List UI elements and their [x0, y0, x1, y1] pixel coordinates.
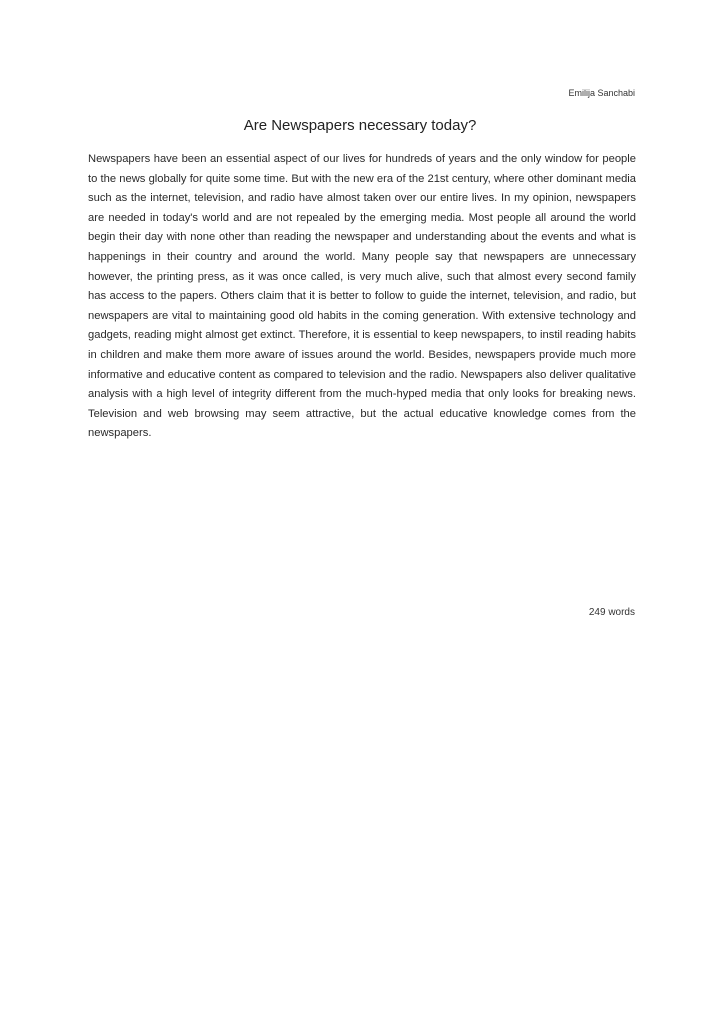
word-count: 249 words — [588, 607, 635, 618]
document-title: Are Newspapers necessary today? — [243, 117, 477, 134]
body-paragraph: Newspapers have been an essential aspect of our lives for hundreds of years and the only window for people to the news globally for quite some time. But with the new era of the 21st century, where other dominant media such as the internet, television, and radio have almost taken over our entire lives. In my opinion, newspapers are needed in today's world and are not repealed by the emerging media. Most people all around the world begin their day with none other than reading the newspaper and understanding about the events and what is happenings in their country and around the world. Many people say that newspapers are unnecessary however, the printing press, as it was once called, is very much alive, such that almost every second family has access to the papers. Others claim that it is better to follow to guide the internet, television, and radio, but newspapers are vital to maintaining good old habits in the coming generation. With extensive technology and gadgets, reading might almost get extinct. Therefore, it is essential to keep newspapers, to instil reading habits in children and make them more aware of issues around the world. Besides, newspapers provide much more informative and educative content as compared to television and the radio. Newspapers also deliver qualitative analysis with a high level of integrity different from the much-hyped media that only looks for breaking news. Television and web browsing may seem attractive, but the actual educative knowledge comes from the newspapers. — [88, 153, 636, 440]
author-name: Emilija Sanchabi — [568, 88, 635, 98]
